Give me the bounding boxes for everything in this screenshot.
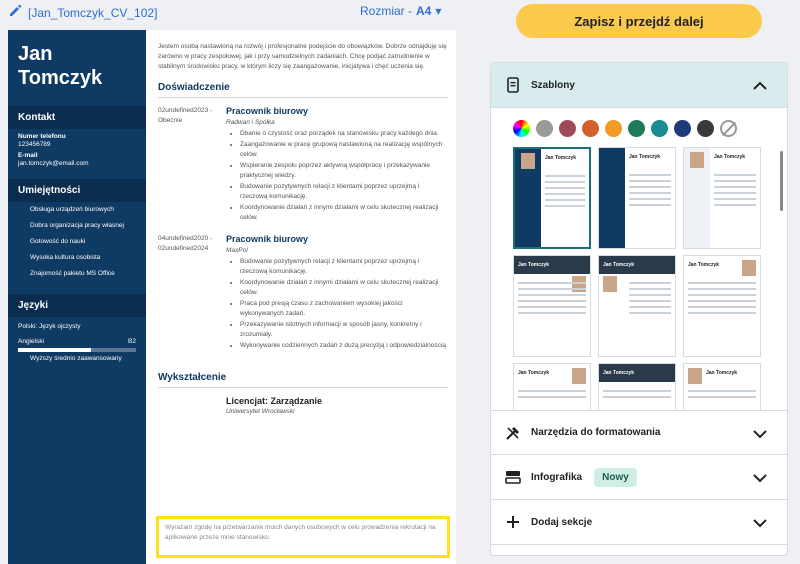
email-label: E-mail [18, 152, 38, 159]
size-label: Rozmiar - [360, 4, 413, 18]
template-thumbnail[interactable]: Jan Tomczyk [683, 147, 761, 249]
job-bullet: • Budowanie pozytywnych relacji z klientami poprzez uprzejmą i rzeczową komunikację. [240, 182, 448, 202]
job-date: 04undefined2020 - 02undefined2024 [158, 235, 213, 252]
job-bullet: • Wykonywanie codziennych zadań z dużą precyzją i odpowiedzialnością. [240, 341, 448, 351]
cv-summary[interactable]: Jestem osobą nastawioną na rozwój i profesjonalne podejście do obowiązków. Dobrze odnajduję się zarówno w pracy zespołowej, jak i przy samodzielnych zadaniach. Chcę podjąć zatrudnienie w stabilnym środowisku pracy, w którym liczy się zaangażowanie, inicjatywa i chęć uczenia się. [158, 43, 447, 70]
pencil-icon[interactable] [8, 4, 22, 21]
languages-heading[interactable]: Języki [8, 294, 146, 317]
size-value[interactable]: A4 [416, 4, 432, 18]
infographic-label: Infografika [531, 471, 583, 483]
color-swatch[interactable] [697, 120, 714, 137]
editor-panel [490, 62, 788, 556]
save-continue-button[interactable]: Zapisz i przejdź dalej [516, 4, 762, 38]
job-title: Pracownik biurowy [226, 106, 309, 116]
language-name: Angielski [18, 338, 45, 345]
color-swatch[interactable] [605, 120, 622, 137]
template-thumbnail[interactable]: Jan Tomczyk [598, 147, 676, 249]
job-bullet: • Wspieranie zespołu poprzez aktywną współpracę i przekazywanie praktycznej wiedzy. [240, 161, 448, 181]
cv-first-name[interactable]: Jan [18, 43, 53, 65]
consent-clause[interactable]: Wyrażam zgodę na przetwarzanie moich danych osobowych w celu prowadzenia rekrutacji na aplikowane przeze mnie stanowisko. [156, 516, 450, 558]
job-bullet: • Koordynowanie działań z innymi działami w celu skutecznej realizacji celów. [240, 203, 448, 223]
gallery-scrollbar[interactable] [780, 151, 783, 211]
job-bullet: • Praca pod presją czasu z zachowaniem wysokiej jakości wykonywanych zadań. [240, 299, 448, 319]
no-color-swatch[interactable] [720, 120, 737, 137]
cv-sidebar [8, 30, 146, 564]
job-bullet: • Przekazywanie istotnych informacji w sposób jasny, konkretny i zrozumiały. [240, 320, 448, 340]
add-section-accordion-header[interactable] [491, 500, 787, 545]
templates-accordion-header[interactable] [491, 63, 787, 108]
template-thumbnail[interactable]: Jan Tomczyk [683, 255, 761, 357]
education-heading[interactable]: Wykształcenie [158, 362, 448, 388]
formatting-label: Narzędzia do formatowania [531, 427, 661, 438]
color-swatches [491, 108, 787, 145]
education-school[interactable]: Uniwersytet Wrocławski [226, 408, 295, 415]
template-thumbnail[interactable]: Jan Tomczyk [513, 363, 591, 410]
skill-item[interactable]: Gotowość do nauki [30, 238, 86, 245]
education-title[interactable]: Licencjat: Zarządzanie [226, 396, 323, 406]
job-bullet: • Dbanie o czystość oraz porządek na stanowisku pracy każdego dnia. [240, 129, 448, 139]
language-level-text: Wyższy średnio zaawansowany [30, 355, 122, 362]
plus-icon [505, 514, 521, 530]
new-badge: Nowy [594, 468, 637, 487]
native-language[interactable]: Polski: Język ojczysty [18, 323, 81, 330]
templates-label: Szablony [531, 79, 575, 91]
cv-last-name[interactable]: Tomczyk [18, 67, 103, 89]
skill-item[interactable]: Wysoka kultura osobista [30, 254, 101, 261]
color-swatch[interactable] [559, 120, 576, 137]
job-title: Pracownik biurowy [226, 234, 309, 244]
color-wheel-swatch[interactable] [513, 120, 530, 137]
skill-item[interactable]: Obsługa urządzeń biurowych [30, 206, 114, 213]
template-thumbnail[interactable]: Jan Tomczyk [598, 363, 676, 410]
job-date: 02undefined2023 - Obecnie [158, 107, 213, 124]
skill-item[interactable]: Znajomość pakietu MS Office [30, 270, 115, 277]
color-swatch[interactable] [536, 120, 553, 137]
cv-name[interactable] [8, 30, 146, 100]
job-bullet: • Koordynowanie działań z innymi działami w celu skutecznej realizacji celów. [240, 278, 448, 298]
chevron-down-icon[interactable] [751, 425, 769, 443]
job-bullets [226, 257, 448, 351]
template-thumbnail[interactable]: Jan Tomczyk [513, 147, 591, 249]
document-title[interactable] [8, 4, 157, 21]
job-bullets [226, 129, 448, 223]
contact-heading[interactable]: Kontakt [8, 106, 146, 129]
job-company: Radwan i Spółka [226, 119, 275, 126]
template-thumbnail[interactable]: Jan Tomczyk [683, 363, 761, 410]
experience-heading[interactable]: Doświadczenie [158, 72, 448, 98]
color-swatch[interactable] [651, 120, 668, 137]
job-bullet: • Zaangażowanie w pracę grupową nastawioną na realizację wspólnych celów. [240, 140, 448, 160]
chevron-down-icon[interactable] [751, 469, 769, 487]
infographic-icon [505, 469, 521, 485]
job-entry[interactable] [158, 106, 448, 224]
phone-value[interactable]: 123456789 [18, 141, 51, 148]
document-title-text[interactable]: [Jan_Tomczyk_CV_102] [28, 5, 158, 20]
template-gallery [491, 145, 787, 410]
template-thumbnail[interactable]: Jan Tomczyk [598, 255, 676, 357]
job-company: MaxPol [226, 247, 248, 254]
cv-preview [8, 30, 456, 564]
document-icon [505, 77, 521, 93]
formatting-accordion-header[interactable] [491, 410, 787, 455]
chevron-up-icon[interactable] [751, 77, 769, 95]
infographic-accordion-header[interactable] [491, 455, 787, 500]
job-bullet: • Budowanie pozytywnych relacji z klientami poprzez uprzejmą i rzeczową komunikację. [240, 257, 448, 277]
color-swatch[interactable] [582, 120, 599, 137]
size-selector[interactable] [360, 4, 441, 18]
email-value[interactable]: jan.tomczyk@email.com [18, 160, 89, 167]
language-code: B2 [128, 338, 136, 345]
top-bar [0, 0, 470, 28]
cv-main-content [158, 30, 448, 415]
chevron-down-icon[interactable]: ▾ [435, 4, 442, 18]
chevron-down-icon[interactable] [751, 514, 769, 532]
add-section-label: Dodaj sekcje [531, 516, 593, 528]
skills-heading[interactable]: Umiejętności [8, 179, 146, 202]
job-entry[interactable] [158, 234, 448, 352]
language-row[interactable] [8, 330, 146, 345]
color-swatch[interactable] [628, 120, 645, 137]
color-swatch[interactable] [674, 120, 691, 137]
tools-icon [505, 425, 521, 441]
phone-label: Numer telefonu [18, 133, 66, 140]
skill-item[interactable]: Dobra organizacja pracy własnej [30, 222, 124, 229]
template-thumbnail[interactable]: Jan Tomczyk [513, 255, 591, 357]
